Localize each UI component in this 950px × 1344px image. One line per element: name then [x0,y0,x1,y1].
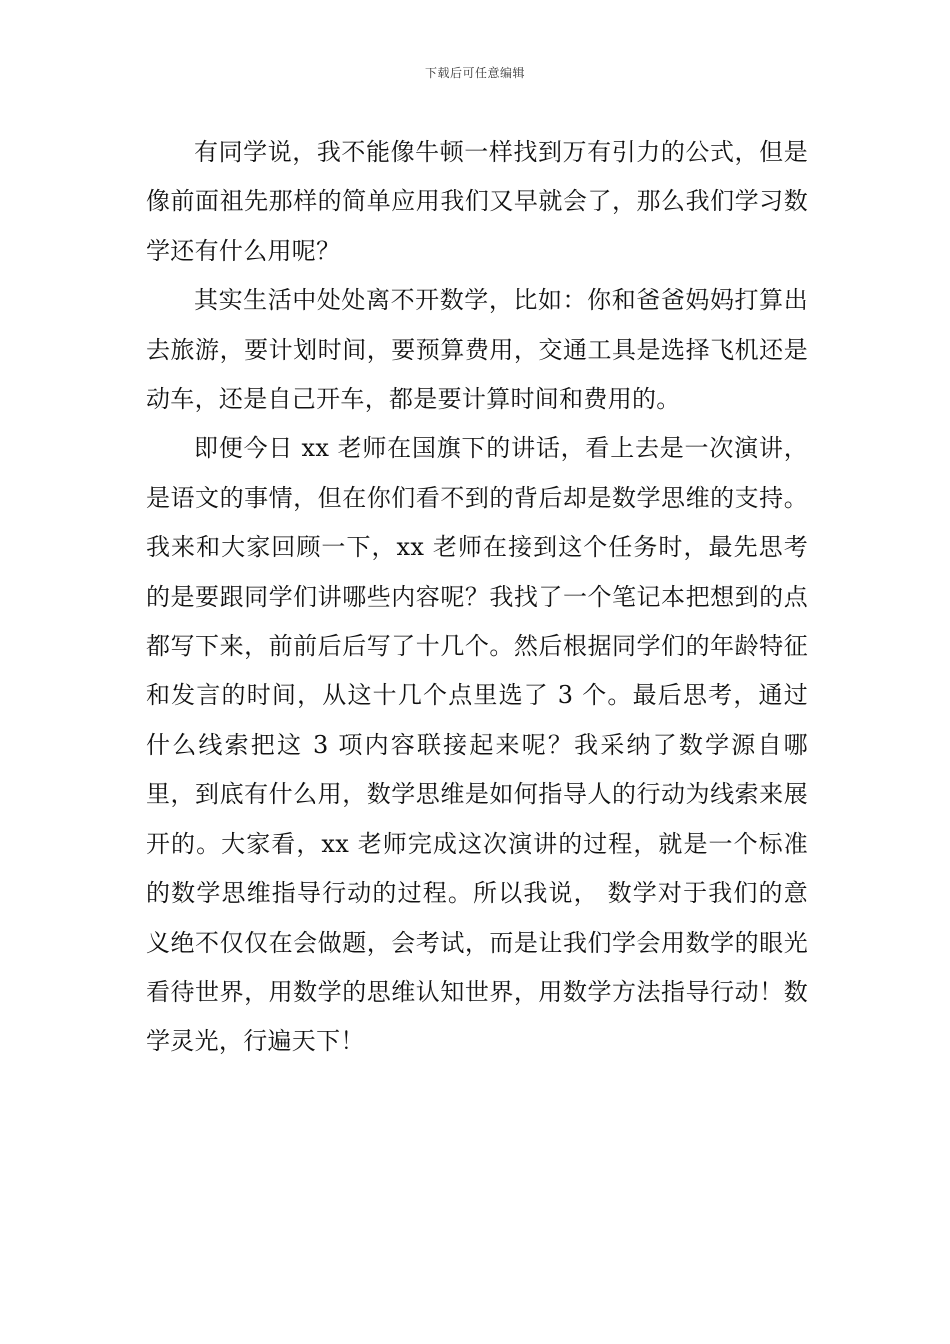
page-header: 下载后可任意编辑 [424,66,525,80]
paragraph-2: 其实生活中处处离不开数学，比如：你和爸爸妈妈打算出去旅游，要计划时间，要预算费用，交通工具是选择飞机还是动车，还是自己开车，都是要计算时间和费用的。 [146,286,808,414]
paragraph-3: 即便今日 xx 老师在国旗下的讲话，看上去是一次演讲，是语文的事情，但在你们看不到的背后却是数学思维的支持。我来和大家回顾一下，xx 老师在接到这个任务时，最先思考的是要跟同学们讲哪些内容呢？我找了一个笔记本把想到的点都写下来，前前后后写了十几个。然后根据同学们的年龄特征和发言的时间，从这十几个点里选了 3 个。最后思考，通过什么线索把这 3 项内容联接起来呢？我采纳了数学源自哪里，到底有什么用，数学思维是如何指导人的行动为线索来展开的。大家看，xx 老师完成这次演讲的过程，就是一个标准的数学思维指导行动的过程。所以我说， 数学对于我们的意义绝不仅仅在会做题，会考试，而是让我们学会用数学的眼光看待世界，用数学的思维认知世界，用数学方法指导行动！数学灵光，行遍天下！ [146,434,808,1056]
paragraph-1: 有同学说，我不能像牛顿一样找到万有引力的公式，但是像前面祖先那样的简单应用我们又早就会了，那么我们学习数学还有什么用呢？ [146,138,808,265]
document-body [146,128,808,1067]
